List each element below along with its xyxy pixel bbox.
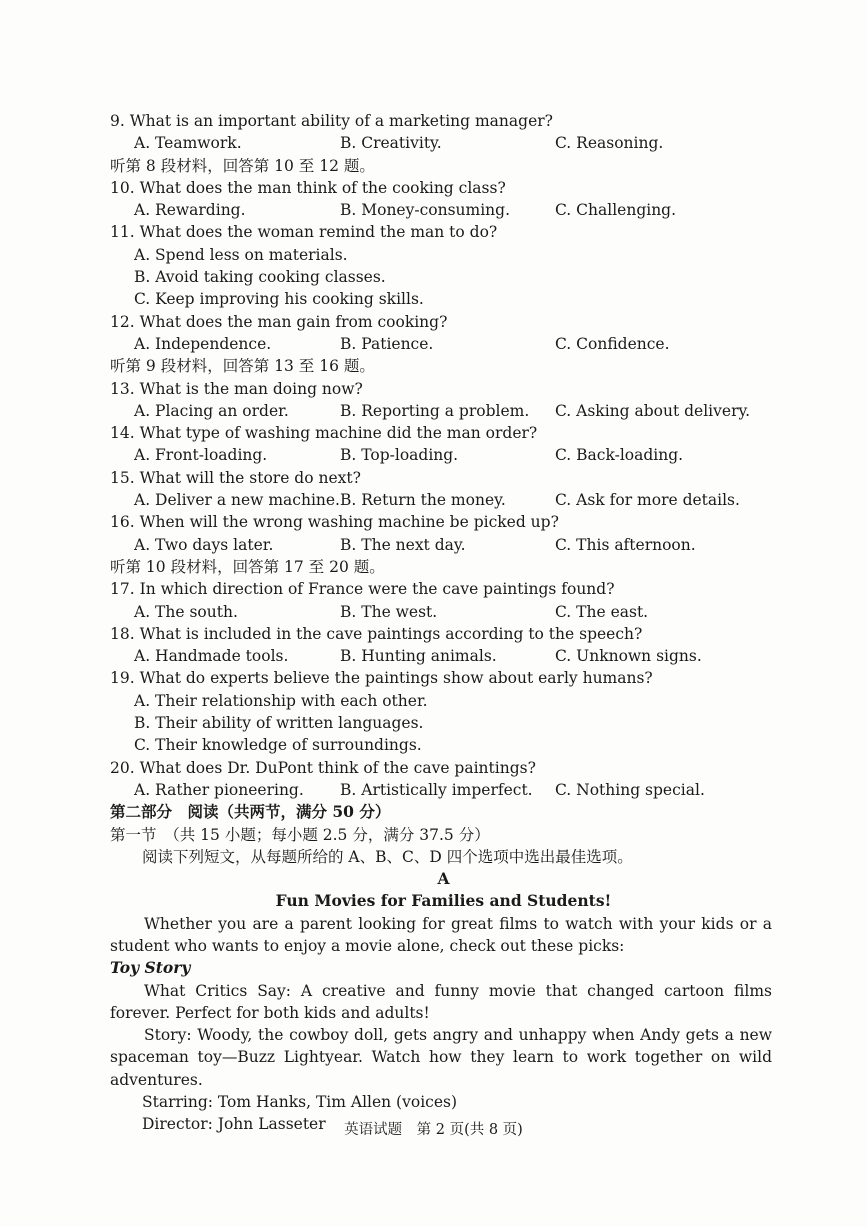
option-c: C. Back-loading. <box>555 446 684 465</box>
question-10-options <box>110 199 777 221</box>
option-a: A. Teamwork. <box>134 134 242 153</box>
option-c: C. Keep improving his cooking skills. <box>134 290 424 309</box>
section-9-instruction: 听第 9 段材料，回答第 13 至 16 题。 <box>110 357 375 376</box>
question-10-stem: 10. What does the man think of the cooking class? <box>110 178 506 197</box>
option-a: A. Spend less on materials. <box>134 245 348 264</box>
option-a: A. Deliver a new machine. <box>134 491 340 510</box>
passage-letter: A <box>437 869 450 889</box>
option-a: A. Rewarding. <box>134 201 246 220</box>
option-a: A. Front-loading. <box>134 446 268 465</box>
section-8-instruction: 听第 8 段材料，回答第 10 至 12 题。 <box>110 156 375 175</box>
option-b: B. Their ability of written languages. <box>134 714 424 733</box>
section-1-heading: 第一节 （共 15 小题；每小题 2.5 分，满分 37.5 分） <box>110 825 490 844</box>
option-a: A. Independence. <box>134 334 272 353</box>
option-a: A. Their relationship with each other. <box>134 691 428 710</box>
question-16-options <box>110 534 777 556</box>
option-b: B. Patience. <box>340 334 434 353</box>
option-b: B. Artistically imperfect. <box>340 780 533 799</box>
option-b: B. The next day. <box>340 535 466 554</box>
page-footer: 英语试题 第 2 页(共 8 页) <box>344 1122 523 1138</box>
option-c: C. This afternoon. <box>555 535 696 554</box>
option-b: B. Money-consuming. <box>340 201 511 220</box>
passage-intro: Whether you are a parent looking for great films to watch with your kids or a student who wants to enjoy a movie alone, check out these picks: <box>110 914 772 955</box>
option-c: C. Unknown signs. <box>555 647 702 666</box>
director-line: Director: John Lasseter <box>142 1115 326 1134</box>
question-18-options <box>110 645 777 667</box>
option-a: A. Rather pioneering. <box>134 780 304 799</box>
option-b: B. The west. <box>340 602 438 621</box>
critics-paragraph: What Critics Say: A creative and funny movie that changed cartoon films forever. Perfect for both kids and adults! <box>110 981 772 1022</box>
question-14-options <box>110 444 777 466</box>
option-c: C. Challenging. <box>555 201 677 220</box>
option-c: C. Their knowledge of surroundings. <box>134 736 422 755</box>
question-12-options <box>110 333 777 355</box>
option-c: C. Ask for more details. <box>555 491 740 510</box>
question-12-stem: 12. What does the man gain from cooking? <box>110 312 448 331</box>
question-9-options <box>110 132 777 154</box>
option-a: A. Placing an order. <box>134 401 289 420</box>
story-paragraph: Story: Woody, the cowboy doll, gets angry and unhappy when Andy gets a new spaceman toy—Buzz Lightyear. Watch how they learn to work together on wild adventures. <box>110 1026 772 1089</box>
section-10-instruction: 听第 10 段材料，回答第 17 至 20 题。 <box>110 557 385 576</box>
question-17-options <box>110 601 777 623</box>
option-b: B. Reporting a problem. <box>340 401 530 420</box>
question-19-stem: 19. What do experts believe the paintings show about early humans? <box>110 669 653 688</box>
part-2-heading: 第二部分 阅读（共两节，满分 50 分） <box>110 802 391 822</box>
question-11-stem: 11. What does the woman remind the man to do? <box>110 223 498 242</box>
option-b: B. Return the money. <box>340 491 506 510</box>
question-18-stem: 18. What is included in the cave paintings according to the speech? <box>110 624 643 643</box>
option-b: B. Top-loading. <box>340 446 459 465</box>
question-14-stem: 14. What type of washing machine did the man order? <box>110 424 538 443</box>
option-a: A. The south. <box>134 602 238 621</box>
passage-title: Fun Movies for Families and Students! <box>275 891 612 911</box>
option-a: A. Handmade tools. <box>134 647 289 666</box>
question-15-options <box>110 489 777 511</box>
option-c: C. Nothing special. <box>555 780 705 799</box>
question-15-stem: 15. What will the store do next? <box>110 468 361 487</box>
question-20-stem: 20. What does Dr. DuPont think of the cave paintings? <box>110 758 536 777</box>
option-c: C. Reasoning. <box>555 134 664 153</box>
option-b: B. Creativity. <box>340 134 442 153</box>
question-13-options <box>110 400 777 422</box>
option-c: C. Asking about delivery. <box>555 401 751 420</box>
question-13-stem: 13. What is the man doing now? <box>110 379 363 398</box>
question-17-stem: 17. In which direction of France were the cave paintings found? <box>110 580 615 599</box>
starring-line: Starring: Tom Hanks, Tim Allen (voices) <box>142 1093 458 1112</box>
movie-title: Toy Story <box>110 958 191 978</box>
option-b: B. Hunting animals. <box>340 647 497 666</box>
reading-instruction: 阅读下列短文，从每题所给的 A、B、C、D 四个选项中选出最佳选项。 <box>142 847 633 866</box>
option-a: A. Two days later. <box>134 535 274 554</box>
option-b: B. Avoid taking cooking classes. <box>134 268 386 287</box>
question-20-options <box>110 779 777 801</box>
option-c: C. The east. <box>555 602 649 621</box>
question-9-stem: 9. What is an important ability of a marketing manager? <box>110 112 553 130</box>
option-c: C. Confidence. <box>555 334 670 353</box>
question-16-stem: 16. When will the wrong washing machine be picked up? <box>110 513 559 532</box>
